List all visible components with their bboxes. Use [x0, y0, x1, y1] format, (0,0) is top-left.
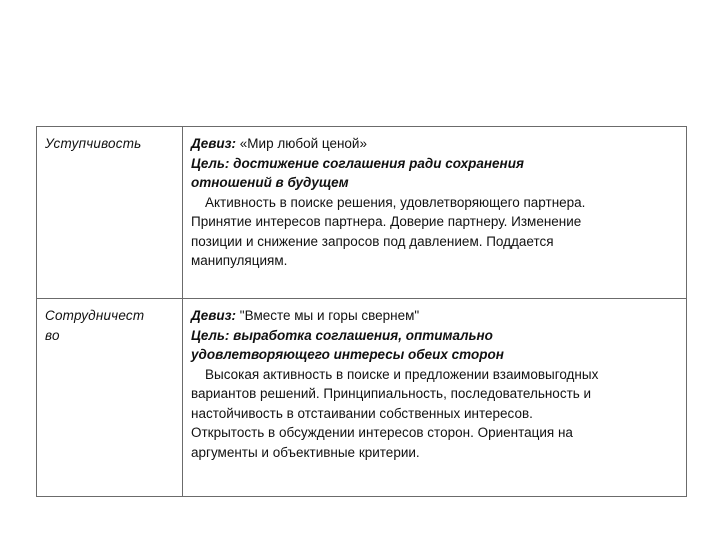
goal-line: отношений в будущем	[191, 175, 349, 190]
motto-line	[191, 306, 680, 326]
strategy-name: Сотрудничест	[45, 308, 145, 323]
strategy-name: Уступчивость	[45, 136, 142, 151]
description-line: Открытость в обсуждении интересов сторон. Ориентация на	[191, 425, 573, 440]
description-line: манипуляциям.	[191, 253, 288, 268]
strategy-table	[36, 126, 687, 497]
motto-line	[191, 134, 680, 154]
description-line: Активность в поиске решения, удовлетворяющего партнера.	[205, 194, 586, 210]
table-row	[37, 127, 687, 299]
motto-label: Девиз:	[191, 136, 237, 151]
strategy-name-cell	[37, 127, 183, 299]
strategy-name: во	[45, 328, 60, 343]
strategy-description-cell	[183, 127, 687, 299]
goal-line: Цель: достижение соглашения ради сохранения	[191, 155, 524, 171]
description-line: настойчивость в отстаивании собственных интересов.	[191, 405, 533, 421]
description-line: Высокая активность в поиске и предложении взаимовыгодных	[205, 366, 599, 382]
goal-line: Цель: выработка соглашения, оптимально	[191, 327, 493, 343]
table-row	[37, 299, 687, 497]
description-line: аргументы и объективные критерии.	[191, 444, 420, 460]
description-line: вариантов решений. Принципиальность, последовательность и	[191, 386, 592, 401]
strategy-description-cell	[183, 299, 687, 497]
motto-text: «Мир любой ценой»	[236, 136, 367, 151]
description-line: позиции и снижение запросов под давлением. Поддается	[191, 233, 554, 249]
motto-text: "Вместе мы и горы свернем"	[236, 308, 420, 323]
strategy-name-cell	[37, 299, 183, 497]
goal-line: удовлетворяющего интересы обеих сторон	[191, 347, 504, 362]
description-line: Принятие интересов партнера. Доверие партнеру. Изменение	[191, 214, 582, 229]
motto-label: Девиз:	[191, 308, 237, 323]
